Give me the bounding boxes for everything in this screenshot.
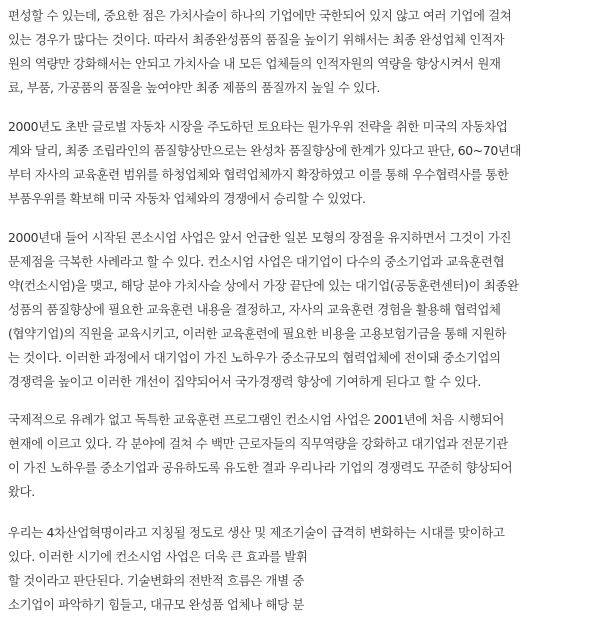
text-line: 왔다. — [8, 484, 35, 499]
text-line: 할 것이라고 판단된다. 기술변화의 전반적 흐름은 개별 중 — [8, 573, 304, 588]
text-line: 성품의 품질향상에 필요한 교육훈련 내용을 결정하고, 자사의 교육훈련 경험을 활용해 협력업체 — [8, 302, 501, 317]
text-line: 약(컨소시엄)을 맺고, 해당 분야 가치사슬 상에서 가장 끝단에 있는 대기업(공동훈련센터)이 최종완 — [8, 278, 519, 293]
text-line: (협약기업)의 직원을 교육시키고, 이러한 교육훈련에 필요한 비용을 고용보험기금을 통해 지원하 — [8, 326, 507, 341]
text-line: 국제적으로 유례가 없고 독특한 교육훈련 프로그램인 컨소시엄 사업은 2001년에 처음 시행되어 — [8, 412, 504, 427]
text-line: 는 것이다. 이러한 과정에서 대기업이 가진 노하우가 중소규모의 협력업체에 전이돼 중소기업의 — [8, 350, 501, 365]
text-line: 부터 자사의 교육훈련 범위를 하청업체와 협력업체까지 확장하였고 이를 통해 우수협력사를 통한 — [8, 167, 509, 182]
text-line: 있다. 이러한 시기에 컨소시엄 사업은 더욱 큰 효과를 발휘 — [8, 549, 308, 564]
paragraph-consortium — [8, 226, 594, 394]
text-line: 원의 역량만 강화해서는 안되고 가치사슬 내 모든 업체들의 인적자원의 역량을 향상시켜서 원재 — [8, 56, 501, 71]
text-line: 우리는 4차산업혁명이라고 지칭될 정도로 생산 및 제조기술이 급격히 변화하는 시대를 맞이하고 — [8, 525, 505, 540]
text-line: 2000년도 초반 글로벌 자동차 시장을 주도하던 토요타는 원가우위 전략을 취한 미국의 자동차업 — [8, 119, 508, 134]
text-line: 경쟁력을 높이고 이러한 개선이 집약되어서 국가경쟁력 향상에 기여하게 된다고 할 수 있다. — [8, 374, 481, 389]
text-line: 소기업이 파악하기 힘들고, 대규모 완성품 업체나 해당 분 — [8, 597, 304, 612]
text-line: 이 가진 노하우를 중소기업과 공유하도록 유도한 결과 우리나라 기업의 경쟁력도 꾸준히 향상되어 — [8, 460, 513, 475]
paragraph-value-chain — [8, 4, 594, 100]
text-line: 2000년대 들어 시작된 콘소시엄 사업은 앞서 언급한 일본 모형의 장점을 유지하면서 그것이 가진 — [8, 230, 512, 245]
text-line: 료, 부품, 가공품의 품질을 높여야만 최종 제품의 품질까지 높일 수 있다. — [8, 80, 380, 95]
text-line: 부품우위를 확보해 미국 자동차 업체와의 경쟁에서 승리할 수 있었다. — [8, 191, 366, 206]
paragraph-fourth-industrial — [8, 521, 594, 617]
text-line: 계와 달리, 최종 조립라인의 품질향상만으로는 완성차 품질향상에 한계가 있다고 판단, 60~70년대 — [8, 143, 522, 158]
text-line: 있는 경우가 많다는 것이다. 따라서 최종완성품의 품질을 높이기 위해서는 최종 완성업체 인적자 — [8, 32, 505, 47]
text-line: 문제점을 극복한 사례라고 할 수 있다. 컨소시엄 사업은 대기업이 다수의 중소기업과 교육훈련협 — [8, 254, 505, 269]
paragraph-international — [8, 408, 594, 504]
text-line: 편성할 수 있는데, 중요한 점은 가치사슬이 하나의 기업에만 국한되어 있지 않고 여러 기업에 걸쳐 — [8, 8, 512, 23]
paragraph-toyota — [8, 115, 594, 211]
text-line: 현재에 이르고 있다. 각 분야에 걸쳐 수 백만 근로자들의 직무역량을 강화하고 대기업과 전문기관 — [8, 436, 508, 451]
